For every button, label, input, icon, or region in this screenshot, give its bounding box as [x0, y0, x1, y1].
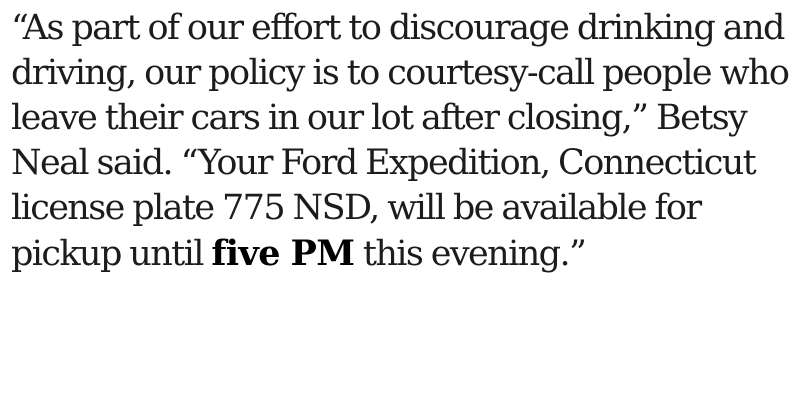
text-line-3: leave their cars in our lot after closing,” Betsy: [11, 98, 747, 138]
text-line-6-start: pickup until: [11, 234, 212, 274]
text-line-5: license plate 775 NSD, will be available for: [11, 188, 701, 228]
text-line-4: Neal said. “Your Ford Expedition, Connecticut: [11, 143, 756, 183]
text-line-6: [11, 231, 796, 277]
emphasized-time: five PM: [211, 233, 355, 274]
text-line-1: “As part of our effort to discourage drinking and: [11, 8, 784, 48]
text-line-2: driving, our policy is to courtesy-call people who: [11, 53, 789, 93]
text-line-6-end: this evening.”: [354, 234, 586, 274]
quote-paragraph: [11, 6, 796, 277]
